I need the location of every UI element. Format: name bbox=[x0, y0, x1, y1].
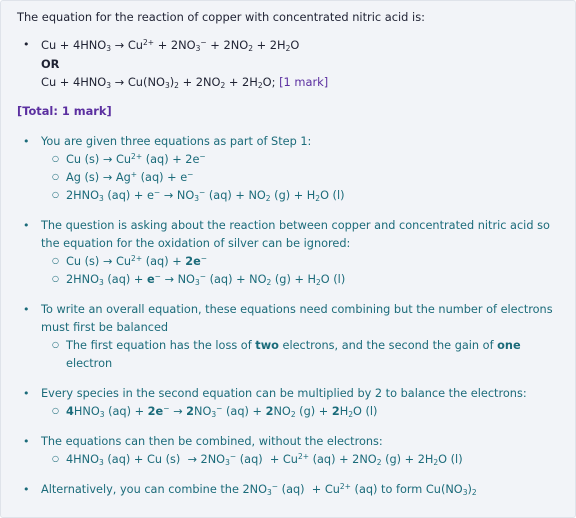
equation-item: $2HNO_3$ $(aq) + e^- \to NO_3^-$ $(aq) + NO_2$ $(g) + H_2O$ (l) bbox=[66, 188, 345, 203]
step-bullet: • bbox=[23, 135, 30, 148]
equation-item: Cu $(s) \to Cu^{2+}$ (aq) + 2e− bbox=[66, 254, 208, 268]
step-text: You are given three equations as part of Step 1: bbox=[41, 135, 312, 148]
explanation-item: The first equation has the loss of two electrons, and the second the gain of one bbox=[66, 339, 521, 352]
step-text: Alternatively, you can combine the $2NO_3^-$ $(aq) + Cu^{2+}$ (aq) to form $Cu(NO_3)_2$ bbox=[41, 482, 477, 497]
equation-item: $2HNO_3$ $(aq) + e^- \to NO_3^-$ $(aq) + NO_2$ $(g) + H_2O$ (l) bbox=[66, 272, 346, 287]
equation-line-2: $Cu + 4HNO_3 \to Cu(NO_3)_2 + 2NO_2 + 2H_2O$; [1 mark] bbox=[41, 75, 329, 90]
step-text-cont: the equation for the oxidation of silver can be ignored: bbox=[41, 237, 351, 250]
step-text: The question is asking about the reaction between copper and concentrated nitric acid so bbox=[41, 219, 550, 232]
mark-label: [1 mark] bbox=[279, 75, 329, 89]
or-label: OR bbox=[41, 57, 60, 71]
answer-bullet: • bbox=[23, 38, 30, 51]
equation-item: Ag (s) → Ag+ (aq) + e− bbox=[66, 170, 194, 184]
total-mark-label: [Total: 1 mark] bbox=[17, 104, 112, 118]
worked-answer-panel: The equation for the reaction of copper with concentrated nitric acid is: • $Cu + 4HNO_3 \to Cu^{2+} + 2NO_3^- + 2NO_2 + 2H_2O$ OR $Cu + 4HNO_3 \to Cu(NO_3)_2 + 2NO_2 + 2H_2O$; [1 mark] [Total: 1 mark] • You are given three equations as part of Step 1: ○ Cu $(s) \to Cu^{2+}$ (aq) + 2e− ○ Ag (s) → Ag+ (aq) + e− ○ $2HNO_3$ $(aq) + e^- \to NO_3^-$ $(aq) + NO_2$ $(g) + H_2O$ (l) • The question is asking about the reaction between copper and concentrated nitric acid so the equation for the oxidation of silver can be ignored: ○ Cu $(s) \to Cu^{2+}$ (aq) + 2e− ○ $2HNO_3$ $(aq) + e^- \to NO_3^-$ $(aq) + NO_2$ $(g) + H_2O$ (l) • To write an overall equation, these equations need combining but the number of electrons must first be balanced ○ The first equation has the loss of two electrons, and the second the gain of one electron • Every species in the second equation can be multiplied by 2 to balance the electrons: ○ $4HNO_3$ $(aq) + 2e^- \to 2NO_3^-$ $(aq) + 2NO_2$ $(g) + 2H_2O$ (l) • The equations can then be combined, without the electrons: ○ $4HNO_3$ (aq) + Cu $(s) \to 2NO_3^-$ $(aq) + Cu^{2+}$ $(aq) + 2NO_2$ $(g) + 2H_2O$ (l) • Alternatively, you can combine the $2NO_3^-$ $(aq) + Cu^{2+}$ (aq) to form $Cu(NO_3)_2$ bbox=[0, 0, 576, 518]
equation-item: Cu $(s) \to Cu^{2+}$ (aq) + 2e− bbox=[66, 152, 206, 166]
step-text: The equations can then be combined, without the electrons: bbox=[41, 435, 383, 448]
step-text-cont: must first be balanced bbox=[41, 321, 169, 334]
equation-line-1: $Cu + 4HNO_3 \to Cu^{2+} + 2NO_3^- + 2NO_2 + 2H_2O$ bbox=[41, 38, 300, 53]
explanation-item-cont: electron bbox=[66, 357, 113, 370]
step-text: Every species in the second equation can be multiplied by 2 to balance the electrons: bbox=[41, 387, 527, 400]
equation-item: $4HNO_3$ $(aq) + 2e^- \to 2NO_3^-$ $(aq) + 2NO_2$ $(g) + 2H_2O$ (l) bbox=[66, 404, 378, 419]
intro-text: The equation for the reaction of copper with concentrated nitric acid is: bbox=[17, 10, 425, 24]
step-text: To write an overall equation, these equations need combining but the number of electrons bbox=[41, 303, 553, 316]
equation-item: $4HNO_3$ (aq) + Cu $(s) \to 2NO_3^-$ $(aq) + Cu^{2+}$ $(aq) + 2NO_2$ $(g) + 2H_2O$ (l) bbox=[66, 452, 463, 467]
